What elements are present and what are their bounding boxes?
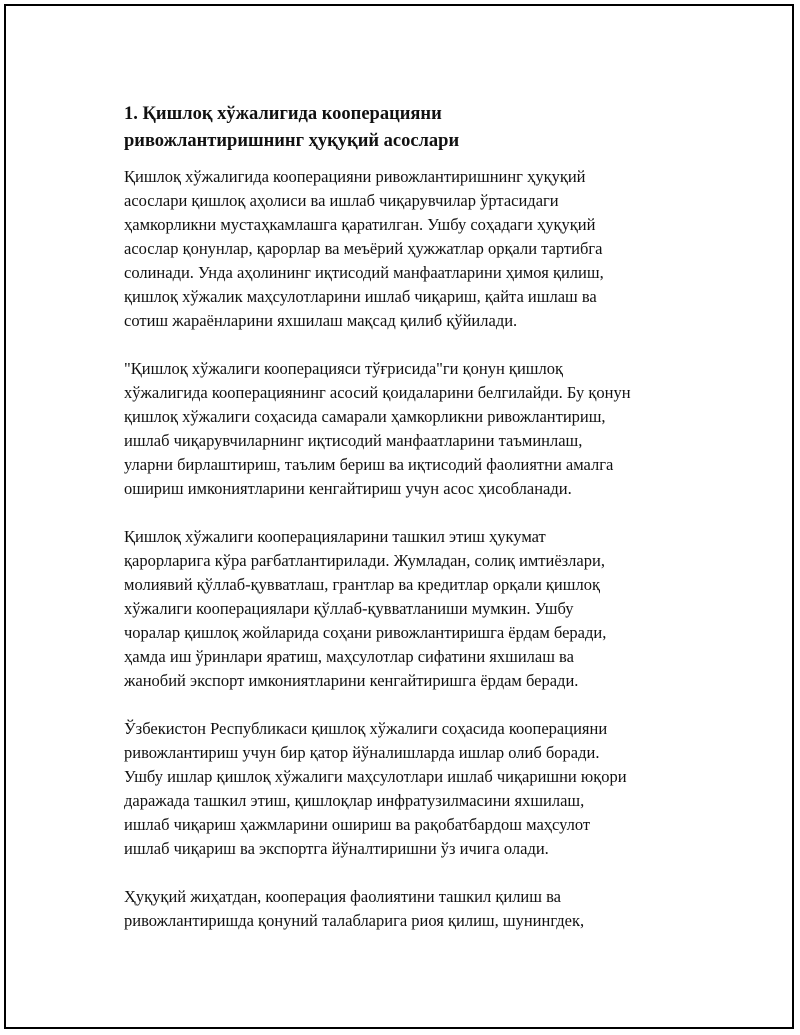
paragraph-2 [124,357,714,501]
text-line: даражада ташкил этиш, қишлоқлар инфратузилмасини яхшилаш, [124,791,585,810]
document-page [4,4,794,1029]
text-line: асослари қишлоқ аҳолиси ва ишлаб чиқарувчилар ўртасидаги [124,191,559,210]
text-line: Қишлоқ хўжалиги кооперацияларини ташкил этиш ҳукумат [124,527,546,546]
text-line: ишлаб чиқариш ва экспортга йўналтиришни ўз ичига олади. [124,839,549,858]
text-line: Ҳуқуқий жиҳатдан, кооперация фаолиятини ташкил қилиш ва [124,887,561,906]
text-line: солинади. Унда аҳолининг иқтисодий манфаатларини ҳимоя қилиш, [124,263,604,282]
text-line: ривожлантириш учун бир қатор йўналишларда ишлар олиб боради. [124,743,600,762]
heading-line: 1. Қишлоқ хўжалигида кооперацияни [124,104,442,124]
text-line: қарорларига кўра рағбатлантирилади. Жумладан, солиқ имтиёзлари, [124,551,605,570]
text-line: ҳамда иш ўринлари яратиш, маҳсулотлар сифатини яхшилаш ва [124,647,574,666]
text-line: ҳамкорликни мустаҳкамлашга қаратилган. Ушбу соҳадаги ҳуқуқий [124,215,596,234]
text-line: хўжалиги кооперациялари қўллаб-қувватланиши мумкин. Ушбу [124,599,574,618]
text-line: молиявий қўллаб-қувватлаш, грантлар ва кредитлар орқали қишлоқ [124,575,600,594]
text-line: ошириш имкониятларини кенгайтириш учун асос ҳисобланади. [124,479,572,498]
heading-line: ривожлантиришнинг ҳуқуқий асослари [124,131,460,151]
text-line: сотиш жараёнларини яхшилаш мақсад қилиб қўйилади. [124,311,518,330]
text-line: Ўзбекистон Республикаси қишлоқ хўжалиги соҳасида кооперацияни [124,719,608,738]
paragraph-3 [124,525,714,693]
text-line: қишлоқ хўжалик маҳсулотларини ишлаб чиқариш, қайта ишлаш ва [124,287,597,306]
paragraph-5 [124,885,714,933]
text-line: Ушбу ишлар қишлоқ хўжалиги маҳсулотлари ишлаб чиқаришни юқори [124,767,627,786]
text-line: ишлаб чиқариш ҳажмларини ошириш ва рақобатбардош маҳсулот [124,815,591,834]
section-heading [124,101,714,155]
document-body [124,101,714,957]
text-line: ишлаб чиқарувчиларнинг иқтисодий манфаатларини таъминлаш, [124,431,583,450]
text-line: асослар қонунлар, қарорлар ва меъёрий ҳужжатлар орқали тартибга [124,239,603,258]
text-line: жанобий экспорт имкониятларини кенгайтиришга ёрдам беради. [124,671,579,690]
text-line: Қишлоқ хўжалигида кооперацияни ривожлантиришнинг ҳуқуқий [124,167,586,186]
text-line: чоралар қишлоқ жойларида соҳани ривожлантиришга ёрдам беради, [124,623,607,642]
paragraph-1 [124,165,714,333]
text-line: қишлоқ хўжалиги соҳасида самарали ҳамкорликни ривожлантириш, [124,407,606,426]
text-line: хўжалигида кооперациянинг асосий қоидаларини белгилайди. Бу қонун [124,383,631,402]
text-line: ривожлантиришда қонуний талабларига риоя қилиш, шунингдек, [124,911,585,930]
text-line: уларни бирлаштириш, таълим бериш ва иқтисодий фаолиятни амалга [124,455,614,474]
paragraph-4 [124,717,714,861]
text-line: "Қишлоқ хўжалиги кооперацияси тўғрисида"ги қонун қишлоқ [124,359,563,378]
